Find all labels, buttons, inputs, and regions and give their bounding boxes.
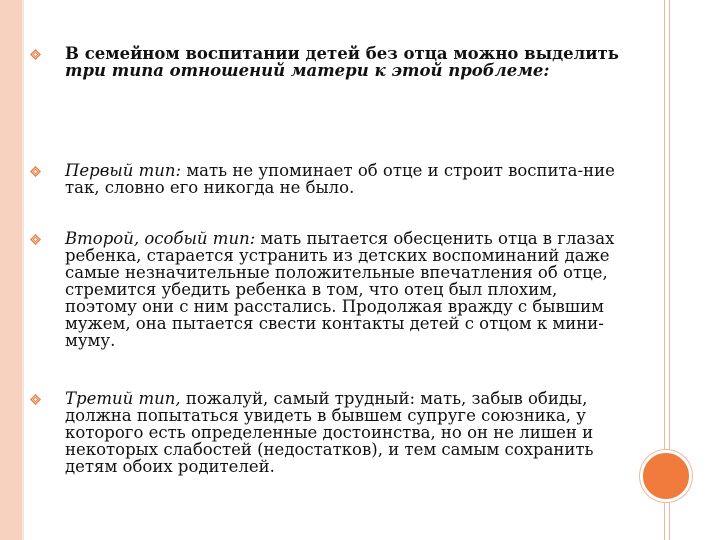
left-bar-inner-line	[22, 0, 24, 540]
list-item-type-3	[30, 390, 630, 475]
diamond-bullet-icon	[30, 166, 41, 177]
list-item-type-2	[30, 230, 630, 349]
item-text	[65, 390, 630, 475]
intro-text: В семейном воспитании детей без отца можно выделить	[65, 44, 619, 63]
diamond-bullet-icon	[30, 49, 41, 60]
type-3-heading: Третий тип,	[65, 389, 181, 408]
type-1-heading: Первый тип:	[65, 161, 182, 180]
type-2-heading: Второй, особый тип:	[65, 229, 256, 248]
type-2-description: мать пытается обесценить отца в глазах ребенка, старается устранить из детских воспоминаний даже самые незначительные положительные впечатления об отце, стремится убедить ребенка в том, что отец был плохим, поэтому они с ним расстались. Продолжая вражду с бывшим мужем, она пытается свести контакты детей с отцом к мини-муму.	[65, 229, 615, 350]
type-1-description: мать не упоминает об отце и строит воспита-ние так, словно его никогда не было.	[65, 161, 615, 197]
list-item-intro	[30, 45, 630, 79]
orange-circle-decoration	[640, 450, 692, 502]
item-text	[65, 230, 630, 349]
diamond-bullet-icon	[30, 394, 41, 405]
intro-italic-text: три типа отношений матери к этой проблеме:	[65, 61, 550, 80]
item-text	[65, 45, 630, 79]
type-3-description: пожалуй, самый трудный: мать, забыв обиды, должна попытаться увидеть в бывшем супруге союзника, у которого есть определенные достоинства, но он не лишен и некоторых слабостей (недостатков), и тем самым сохранить детям обоих родителей.	[65, 389, 594, 476]
diamond-bullet-icon	[30, 234, 41, 245]
left-decorative-bar	[0, 0, 22, 540]
item-text	[65, 162, 630, 196]
list-item-type-1	[30, 162, 630, 196]
